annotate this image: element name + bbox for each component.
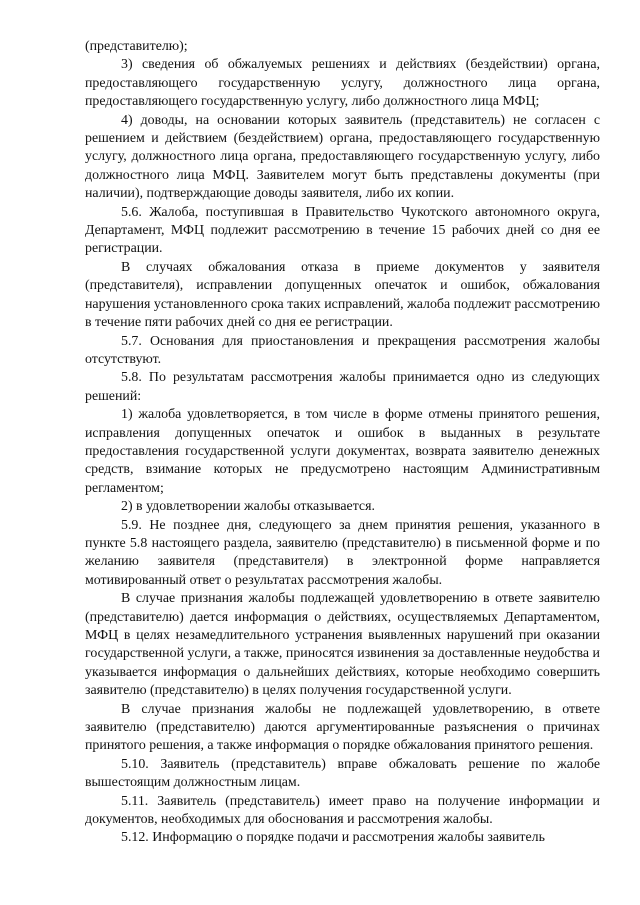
paragraph-5-12: 5.12. Информацию о порядке подачи и рассмотрения жалобы заявитель — [121, 830, 545, 846]
paragraph-5-9-rejected: В случае признания жалобы не подлежащей удовлетворению, в ответе заявителю (представителю) даются аргументированные разъяснения о причинах принятого решения, а также информация о порядке обжалования принятого решения. — [85, 701, 600, 754]
paragraph-5-6-cases: В случаях обжалования отказа в приеме документов у заявителя (представителя), исправлении допущенных опечаток и ошибок, обжалования нарушения установленного срока таких исправлений, жалоба подлежит рассмотрению в течение пяти рабочих дней со дня ее регистрации. — [85, 259, 600, 331]
paragraph-5-9-satisfied: В случае признания жалобы подлежащей удовлетворению в ответе заявителю (представителю) дается информация о действиях, осуществляемых Департаментом, МФЦ в целях незамедлительного устранения выявленных нарушений при оказании государственной услуги, а также, приносятся извинения за доставленные неудобства и указывается информация о дальнейших действиях, которые необходимо совершить заявителю (представителю) в целях получения государственной услуги. — [85, 591, 600, 699]
paragraph-continuation: (представителю); — [85, 39, 188, 54]
paragraph-item-3: 3) сведения об обжалуемых решениях и действиях (бездействии) органа, предоставляющего государственную услугу, должностного лица органа, предоставляющего государственную услугу, либо должностного лица МФЦ; — [85, 57, 600, 110]
document-page — [85, 38, 600, 848]
paragraph-5-9: 5.9. Не позднее дня, следующего за днем принятия решения, указанного в пункте 5.8 настоящего раздела, заявителю (представителю) в письменной форме и по желанию заявителя (представителя) в электронной форме направляется мотивированный ответ о результатах рассмотрения жалобы. — [85, 517, 600, 588]
paragraph-5-6: 5.6. Жалоба, поступившая в Правительство Чукотского автономного округа, Департамент, МФЦ подлежит рассмотрению в течение 15 рабочих дней со дня ее регистрации. — [85, 204, 600, 257]
paragraph-5-8-item-2: 2) в удовлетворении жалобы отказывается. — [121, 499, 375, 515]
paragraph-5-8: 5.8. По результатам рассмотрения жалобы принимается одно из следующих решений: — [85, 370, 600, 404]
paragraph-5-11: 5.11. Заявитель (представитель) имеет право на получение информации и документов, необходимых для обоснования и рассмотрения жалобы. — [85, 793, 600, 828]
paragraph-item-4: 4) доводы, на основании которых заявитель (представитель) не согласен с решением и действием (бездействием) органа, предоставляющего государственную услугу, должностного лица органа, предоставляющего государственную услугу, либо должностного лица МФЦ. Заявителем могут быть представлены документы (при наличии), подтверждающие доводы заявителя, либо их копии. — [85, 112, 600, 202]
paragraph-5-8-item-1: 1) жалоба удовлетворяется, в том числе в форме отмены принятого решения, исправления допущенных опечаток и ошибок в выданных в результате предоставления государственной услуги документах, возврата заявителю денежных средств, взимание которых не предусмотрено настоящим Административным регламентом; — [85, 407, 600, 496]
paragraph-5-7: 5.7. Основания для приостановления и прекращения рассмотрения жалобы отсутствуют. — [85, 333, 600, 367]
paragraph-5-10: 5.10. Заявитель (представитель) вправе обжаловать решение по жалобе вышестоящим должностным лицам. — [85, 756, 600, 791]
